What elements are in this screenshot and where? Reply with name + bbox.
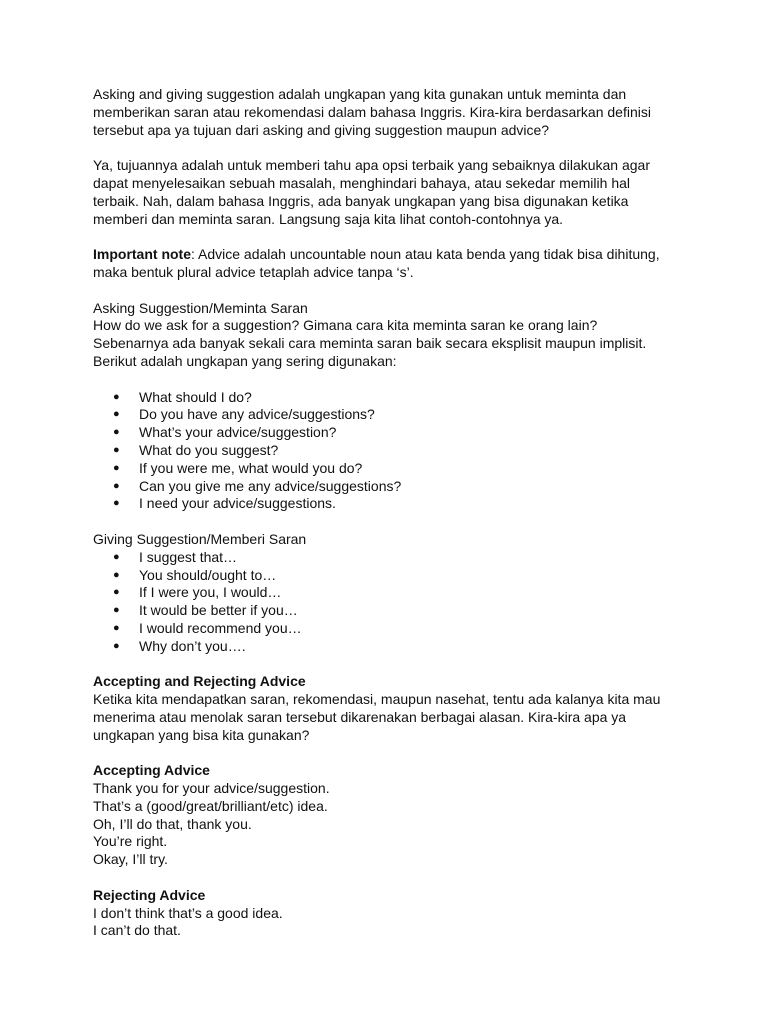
list-item: ● I need your advice/suggestions. bbox=[113, 495, 336, 512]
list-item: ● Can you give me any advice/suggestions? bbox=[113, 477, 402, 494]
accept-reject-heading: Accepting and Rejecting Advice bbox=[93, 673, 306, 690]
note-line: maka bentuk plural advice tetaplah advice tanpa ‘s’. bbox=[93, 263, 414, 280]
asking-heading: Asking Suggestion/Meminta Saran bbox=[93, 299, 308, 316]
accepting-section bbox=[93, 762, 683, 869]
intro-line: Asking and giving suggestion adalah ungkapan yang kita gunakan untuk meminta dan bbox=[93, 86, 627, 102]
intro-paragraph bbox=[93, 86, 683, 139]
giving-list bbox=[93, 549, 683, 656]
accept-reject-line: ungkapan yang bisa kita gunakan? bbox=[93, 726, 310, 743]
accepting-heading: Accepting Advice bbox=[93, 762, 210, 779]
list-item: ● What should I do? bbox=[113, 388, 252, 405]
rejecting-heading: Rejecting Advice bbox=[93, 886, 206, 903]
accepting-line: That’s a (good/great/brilliant/etc) idea. bbox=[93, 797, 328, 814]
list-item: ● Do you have any advice/suggestions? bbox=[113, 406, 375, 423]
list-item: ● You should/ought to… bbox=[113, 566, 277, 583]
purpose-line: memberi dan meminta saran. Langsung saja kita lihat contoh-contohnya ya. bbox=[93, 210, 564, 227]
asking-section-text bbox=[93, 300, 683, 371]
accepting-line: You’re right. bbox=[93, 833, 168, 850]
purpose-line: Ya, tujuannya adalah untuk memberi tahu apa opsi terbaik yang sebaiknya dilakukan agar bbox=[93, 157, 650, 174]
list-item: ● I would recommend you… bbox=[113, 619, 302, 636]
accepting-line: Okay, I’ll try. bbox=[93, 851, 168, 868]
bullet-icon: ● bbox=[113, 408, 120, 421]
bullet-icon: ● bbox=[113, 568, 120, 581]
purpose-paragraph bbox=[93, 157, 683, 228]
accepting-line: Oh, I’ll do that, thank you. bbox=[93, 815, 252, 832]
bullet-icon: ● bbox=[113, 443, 120, 456]
bullet-icon: ● bbox=[113, 604, 120, 617]
bullet-icon: ● bbox=[113, 550, 120, 563]
bullet-icon: ● bbox=[113, 461, 120, 474]
rejecting-line: I don’t think that’s a good idea. bbox=[93, 904, 283, 921]
purpose-line: dapat menyelesaikan sebuah masalah, menghindari bahaya, atau sekedar memilih hal bbox=[93, 174, 630, 191]
rejecting-section bbox=[93, 887, 683, 940]
asking-line: Sebenarnya ada banyak sekali cara meminta saran baik secara eksplisit maupun implisit. bbox=[93, 335, 647, 352]
rejecting-line: I can’t do that. bbox=[93, 922, 181, 939]
asking-line: Berikut adalah ungkapan yang sering digunakan: bbox=[93, 352, 397, 369]
accept-reject-line: Ketika kita mendapatkan saran, rekomendasi, maupun nasehat, tentu ada kalanya kita mau bbox=[93, 691, 661, 708]
note-line bbox=[93, 246, 683, 264]
note-text: : Advice adalah uncountable noun atau kata benda yang tidak bisa dihitung, bbox=[191, 246, 660, 263]
list-item: ● It would be better if you… bbox=[113, 602, 298, 619]
bullet-icon: ● bbox=[113, 621, 120, 634]
bullet-icon: ● bbox=[113, 479, 120, 492]
purpose-line: terbaik. Nah, dalam bahasa Inggris, ada banyak ungkapan yang bisa digunakan ketika bbox=[93, 192, 629, 209]
bullet-icon: ● bbox=[113, 639, 120, 652]
list-item: ● What’s your advice/suggestion? bbox=[113, 424, 337, 441]
giving-heading: Giving Suggestion/Memberi Saran bbox=[93, 530, 307, 547]
important-note bbox=[93, 246, 683, 282]
list-item: ● I suggest that… bbox=[113, 548, 238, 565]
bullet-icon: ● bbox=[113, 426, 120, 439]
intro-line: tersebut apa ya tujuan dari asking and giving suggestion maupun advice? bbox=[93, 121, 550, 138]
bullet-icon: ● bbox=[113, 586, 120, 599]
list-item: ● If you were me, what would you do? bbox=[113, 459, 363, 476]
bullet-icon: ● bbox=[113, 390, 120, 403]
asking-list bbox=[93, 389, 683, 514]
accepting-line: Thank you for your advice/suggestion. bbox=[93, 780, 330, 797]
asking-line: How do we ask for a suggestion? Gimana cara kita meminta saran ke orang lain? bbox=[93, 317, 598, 334]
intro-line: memberikan saran atau rekomendasi dalam bahasa Inggris. Kira-kira berdasarkan definisi bbox=[93, 103, 651, 120]
note-label: Important note bbox=[93, 246, 191, 263]
list-item: ● If I were you, I would… bbox=[113, 584, 282, 601]
accept-reject-section bbox=[93, 673, 683, 744]
list-item: ● What do you suggest? bbox=[113, 441, 279, 458]
bullet-icon: ● bbox=[113, 497, 120, 510]
document-page bbox=[93, 86, 683, 940]
accept-reject-line: menerima atau menolak saran tersebut dikarenakan berbagai alasan. Kira-kira apa ya bbox=[93, 708, 627, 725]
list-item: ● Why don’t you…. bbox=[113, 637, 246, 654]
